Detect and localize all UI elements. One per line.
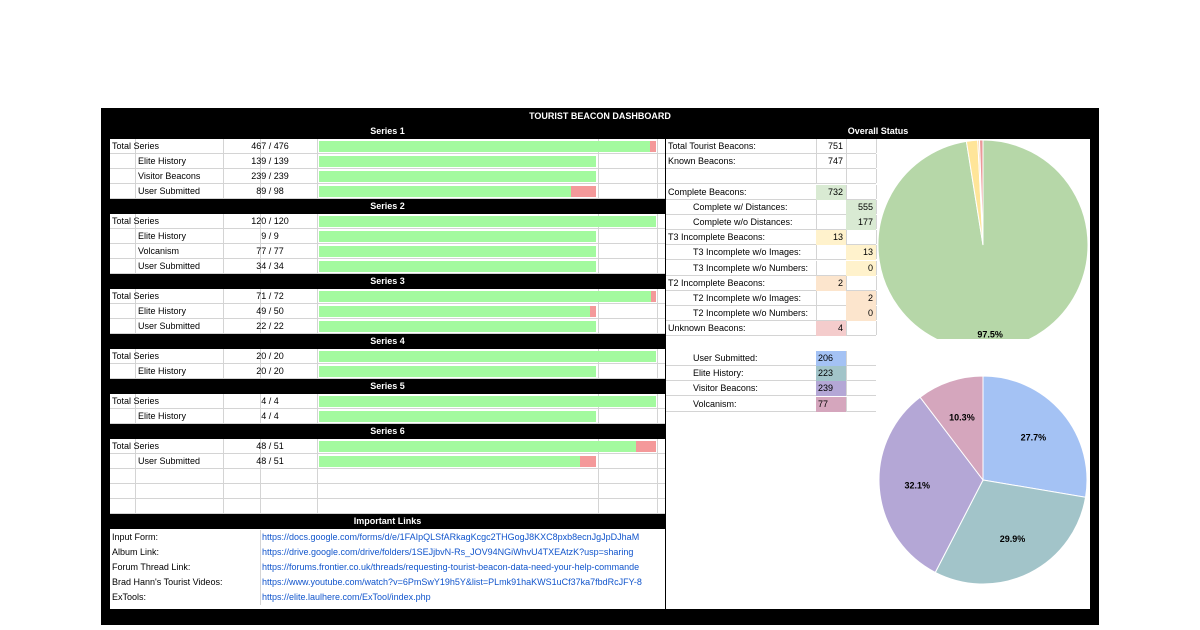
empty-row — [110, 469, 665, 484]
series-row-label: Total Series — [112, 141, 160, 151]
status-label: T2 Incomplete Beacons: — [668, 277, 766, 288]
status-value: 2 — [816, 276, 846, 291]
series-row-count: 4 / 4 — [261, 396, 279, 406]
progress-bar-complete — [319, 321, 596, 332]
pie-data-label: 27.7% — [1020, 432, 1047, 443]
progress-bar-complete — [319, 411, 596, 422]
status-label: T2 Incomplete w/o Images: — [693, 293, 802, 303]
progress-bar-complete — [319, 156, 596, 167]
status-value: 13 — [816, 230, 846, 245]
type-row — [666, 366, 876, 381]
status-row — [666, 291, 876, 306]
progress-bar-complete — [319, 291, 651, 302]
series-row-count: 9 / 9 — [261, 231, 279, 241]
status-label: Known Beacons: — [668, 156, 736, 167]
series-header: Series 1 — [110, 124, 665, 139]
type-row — [666, 381, 876, 396]
series-row-count: 34 / 34 — [256, 261, 284, 271]
series-row-label: Total Series — [112, 441, 160, 451]
type-value: 223 — [816, 366, 846, 381]
series-row-count: 139 / 139 — [251, 156, 289, 166]
status-row — [666, 185, 876, 200]
series-row-label: Elite History — [138, 366, 187, 376]
series-panel — [110, 124, 665, 609]
series-row-label: Total Series — [112, 351, 160, 361]
link-label: Brad Hann's Tourist Videos: — [112, 577, 223, 587]
link-row — [110, 590, 665, 605]
progress-bar-complete — [319, 186, 571, 197]
dashboard-title: TOURIST BEACON DASHBOARD — [529, 111, 671, 121]
status-value: 555 — [846, 200, 876, 215]
empty-row — [110, 484, 665, 499]
series-row — [110, 364, 665, 379]
type-row — [666, 397, 876, 412]
status-value: 4 — [816, 321, 846, 336]
type-row — [666, 351, 876, 366]
series-row-label: Total Series — [112, 291, 160, 301]
pie-data-label: 97.5% — [977, 329, 1003, 339]
important-links-header: Important Links — [110, 514, 665, 529]
status-row — [666, 169, 876, 184]
pie-data-label: 32.1% — [904, 480, 931, 491]
type-value: 239 — [816, 381, 846, 396]
series-row-count: 467 / 476 — [251, 141, 289, 151]
status-row — [666, 154, 876, 169]
series-row-label: Visitor Beacons — [138, 171, 201, 181]
status-row — [666, 230, 876, 245]
series-row — [110, 259, 665, 274]
link-url[interactable]: https://www.youtube.com/watch?v=6PmSwY19h5Y&list=PLmk91haKWS1uCf37ka7fbdRcJFY-8 — [262, 577, 642, 587]
series-row — [110, 154, 665, 169]
series-header: Series 2 — [110, 199, 665, 214]
beacon-status-pie-chart — [876, 139, 1090, 339]
status-value: 0 — [846, 261, 876, 276]
status-label: Complete Beacons: — [668, 186, 747, 197]
status-row — [666, 245, 876, 260]
status-row — [666, 261, 876, 276]
series-row — [110, 229, 665, 244]
status-value: 751 — [827, 141, 843, 151]
pie-data-label: 29.9% — [999, 534, 1026, 545]
link-row — [110, 530, 665, 545]
status-row — [666, 306, 876, 321]
series-row-count: 71 / 72 — [256, 291, 284, 301]
series-row-label: Elite History — [138, 411, 187, 421]
series-row-label: User Submitted — [138, 261, 201, 271]
status-label: Complete w/o Distances: — [693, 217, 793, 227]
status-label: Total Tourist Beacons: — [668, 141, 756, 151]
series-row-count: 48 / 51 — [256, 441, 284, 451]
status-row — [666, 200, 876, 215]
progress-bar-complete — [319, 366, 596, 377]
status-label: Complete w/ Distances: — [693, 201, 788, 212]
series-row-label: User Submitted — [138, 186, 201, 196]
status-label: T3 Incomplete Beacons: — [668, 232, 766, 243]
series-row — [110, 454, 665, 469]
link-row — [110, 545, 665, 560]
link-row — [110, 560, 665, 575]
beacon-type-pie-chart — [876, 368, 1090, 592]
series-row-count: 239 / 239 — [251, 171, 289, 181]
progress-bar-complete — [319, 351, 656, 362]
dashboard-frame — [101, 108, 1099, 625]
progress-bar-complete — [319, 246, 596, 257]
series-row — [110, 139, 665, 154]
series-row — [110, 349, 665, 364]
status-value: 2 — [846, 291, 876, 306]
series-row-count: 20 / 20 — [256, 351, 284, 361]
progress-bar-complete — [319, 396, 656, 407]
progress-bar-complete — [319, 171, 596, 182]
series-row-count: 4 / 4 — [261, 411, 279, 421]
progress-bar-complete — [319, 216, 656, 227]
type-label: Elite History: — [693, 368, 744, 379]
series-row — [110, 319, 665, 334]
progress-bar-complete — [319, 441, 636, 452]
link-url[interactable]: https://elite.laulhere.com/ExTool/index.php — [262, 592, 431, 602]
progress-bar-complete — [319, 231, 596, 242]
link-label: Input Form: — [112, 532, 159, 542]
progress-bar-remaining — [571, 186, 596, 197]
status-row — [666, 276, 876, 291]
series-row-label: Volcanism — [138, 246, 180, 256]
status-row — [666, 215, 876, 230]
series-header: Series 4 — [110, 334, 665, 349]
series-row-label: User Submitted — [138, 456, 201, 466]
type-value: 206 — [816, 351, 846, 366]
series-row-label: Total Series — [112, 396, 160, 406]
series-row-count: 77 / 77 — [256, 246, 284, 256]
series-header: Series 5 — [110, 379, 665, 394]
series-row — [110, 394, 665, 409]
progress-bar-remaining — [580, 456, 596, 467]
series-row-count: 120 / 120 — [251, 216, 289, 226]
series-row — [110, 214, 665, 229]
progress-bar-remaining — [650, 141, 656, 152]
status-value: 732 — [816, 185, 846, 200]
series-row — [110, 304, 665, 319]
status-row — [666, 139, 876, 154]
status-value: 0 — [846, 306, 876, 321]
link-label: Forum Thread Link: — [112, 562, 191, 572]
link-url[interactable]: https://drive.google.com/drive/folders/1SEJjbvN-Rs_JOV94NGiWhvU4TXEAtzK?usp=sharing — [262, 547, 634, 557]
empty-row — [110, 499, 665, 514]
status-value: 747 — [827, 156, 843, 167]
series-row — [110, 439, 665, 454]
type-label: Visitor Beacons: — [693, 383, 758, 394]
link-url[interactable]: https://forums.frontier.co.uk/threads/requesting-tourist-beacon-data-need-your-help-commande — [262, 562, 640, 572]
progress-bar-complete — [319, 306, 590, 317]
series-row — [110, 169, 665, 184]
pie-data-label: 10.3% — [949, 412, 975, 423]
status-value — [816, 169, 846, 184]
series-row-label: User Submitted — [138, 321, 201, 331]
series-row-count: 49 / 50 — [256, 306, 284, 316]
link-row — [110, 575, 665, 590]
series-row-count: 89 / 98 — [256, 186, 284, 196]
overall-status-panel — [666, 124, 1090, 609]
status-label: Unknown Beacons: — [668, 323, 746, 334]
series-header: Series 6 — [110, 424, 665, 439]
overall-status-header: Overall Status — [666, 124, 1090, 139]
link-label: ExTools: — [112, 592, 147, 602]
series-row-count: 20 / 20 — [256, 366, 284, 376]
status-label: T3 Incomplete w/o Numbers: — [693, 262, 809, 273]
series-row-label: Elite History — [138, 156, 187, 166]
status-value: 177 — [846, 215, 876, 230]
series-row-count: 48 / 51 — [256, 456, 284, 466]
link-url[interactable]: https://docs.google.com/forms/d/e/1FAIpQLSfARkagKcgc2THGogJ8KXC8pxb8ecnJgJpDJhaM — [262, 532, 640, 542]
progress-bar-complete — [319, 456, 580, 467]
series-row — [110, 409, 665, 424]
type-label: Volcanism: — [693, 398, 737, 409]
type-label: User Submitted: — [693, 353, 758, 363]
series-row — [110, 184, 665, 199]
status-value: 13 — [846, 245, 876, 260]
series-row-label: Elite History — [138, 231, 187, 241]
progress-bar-complete — [319, 141, 650, 152]
status-label: T2 Incomplete w/o Numbers: — [693, 308, 809, 319]
type-value: 77 — [816, 397, 846, 412]
series-row-label: Total Series — [112, 216, 160, 226]
series-header: Series 3 — [110, 274, 665, 289]
series-row-count: 22 / 22 — [256, 321, 284, 331]
series-row-label: Elite History — [138, 306, 187, 316]
series-row — [110, 289, 665, 304]
link-label: Album Link: — [112, 547, 160, 557]
series-row — [110, 244, 665, 259]
progress-bar-complete — [319, 261, 596, 272]
status-label: T3 Incomplete w/o Images: — [693, 247, 802, 258]
progress-bar-remaining — [651, 291, 656, 302]
progress-bar-remaining — [590, 306, 596, 317]
progress-bar-remaining — [636, 441, 656, 452]
status-row — [666, 321, 876, 336]
